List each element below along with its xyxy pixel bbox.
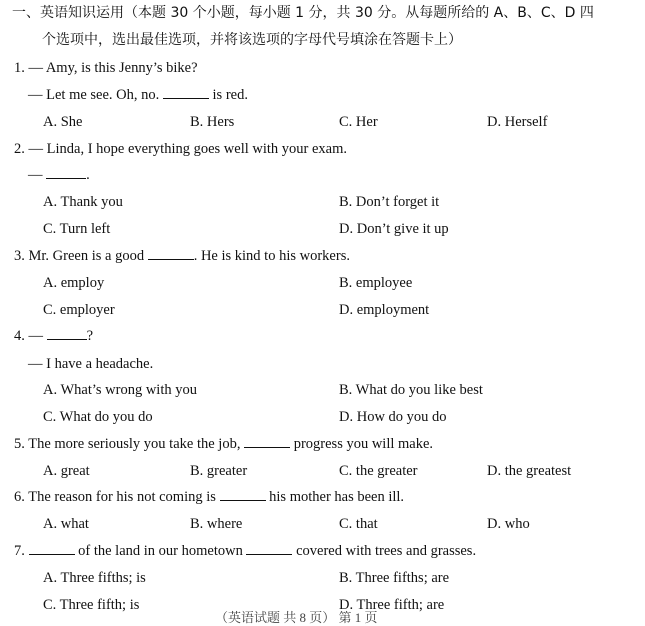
question-3-option-b: B. employee xyxy=(339,275,413,291)
question-5-stem-pre: 5. The more seriously you take the job, xyxy=(14,436,245,452)
question-7-stem-pre: 7. xyxy=(14,543,29,559)
question-7-option-a: A. Three fifths; is xyxy=(43,570,146,586)
question-7-option-b: B. Three fifths; are xyxy=(339,570,450,586)
question-3-stem xyxy=(14,247,350,265)
question-2-option-a: A. Thank you xyxy=(43,194,123,210)
question-7-option-c: C. Three fifth; is xyxy=(43,597,140,613)
question-4-option-d: D. How do you do xyxy=(339,409,447,425)
question-1-option-b: B. Hers xyxy=(190,114,235,130)
page-footer: （英语试题 共 8 页） 第 1 页 xyxy=(215,610,378,625)
question-1-reply xyxy=(28,86,248,104)
answer-blank xyxy=(29,542,75,555)
answer-blank xyxy=(148,247,194,260)
question-1-option-a: A. She xyxy=(43,114,83,130)
question-2-stem: 2. — Linda, I hope everything goes well with your exam. xyxy=(14,141,348,157)
question-5-option-c: C. the greater xyxy=(339,463,418,479)
question-3-option-c: C. employer xyxy=(43,302,115,318)
question-5-stem-post: progress you will make. xyxy=(290,436,434,452)
question-4-stem-pre: 4. — xyxy=(14,328,47,344)
question-6-option-c: C. that xyxy=(339,516,378,532)
question-6-option-a: A. what xyxy=(43,516,89,532)
question-3-option-a: A. employ xyxy=(43,275,105,291)
question-7-stem-mid: of the land in our hometown xyxy=(74,543,247,559)
question-6-option-d: D. who xyxy=(487,516,530,532)
question-7-stem xyxy=(14,542,476,560)
question-2-option-c: C. Turn left xyxy=(43,221,111,237)
question-5-option-d: D. the greatest xyxy=(487,463,572,479)
question-4-option-b: B. What do you like best xyxy=(339,382,483,398)
answer-blank xyxy=(163,86,209,99)
question-4-stem xyxy=(14,327,93,345)
question-3-stem-post: . He is kind to his workers. xyxy=(193,248,350,264)
question-2-option-b: B. Don’t forget it xyxy=(339,194,440,210)
question-4-option-c: C. What do you do xyxy=(43,409,153,425)
answer-blank xyxy=(220,488,266,501)
question-1-reply-post: is red. xyxy=(208,87,248,103)
question-2-option-d: D. Don’t give it up xyxy=(339,221,449,237)
question-5-option-b: B. greater xyxy=(190,463,248,479)
question-7-stem-post: covered with trees and grasses. xyxy=(292,543,477,559)
answer-blank xyxy=(246,542,292,555)
question-2-reply-post: . xyxy=(86,167,90,183)
question-6-option-b: B. where xyxy=(190,516,243,532)
question-4-reply: — I have a headache. xyxy=(28,356,154,372)
question-3-stem-pre: 3. Mr. Green is a good xyxy=(14,248,148,264)
question-1-option-c: C. Her xyxy=(339,114,378,130)
question-3-option-d: D. employment xyxy=(339,302,430,318)
answer-blank xyxy=(46,166,86,179)
question-1-stem: 1. — Amy, is this Jenny’s bike? xyxy=(14,60,198,76)
answer-blank xyxy=(244,435,290,448)
question-6-stem-post: his mother has been ill. xyxy=(265,489,405,505)
question-2-reply-pre: — xyxy=(28,167,47,183)
question-4-stem-post: ? xyxy=(86,328,94,344)
section-heading-line2: 个选项中，选出最佳选项，并将该选项的字母代号填涂在答题卡上） xyxy=(42,32,462,48)
section-heading-line1: 一、英语知识运用（本题 30 个小题，每小题 1 分，共 30 分。从每题所给的 A、B、C、D 四 xyxy=(12,5,594,21)
question-1-reply-pre: — Let me see. Oh, no. xyxy=(28,87,163,103)
answer-blank xyxy=(47,327,87,340)
question-4-option-a: A. What’s wrong with you xyxy=(43,382,197,398)
question-5-stem xyxy=(14,435,433,453)
question-1-option-d: D. Herself xyxy=(487,114,548,130)
question-6-stem-pre: 6. The reason for his not coming is xyxy=(14,489,220,505)
question-6-stem xyxy=(14,488,404,506)
question-2-reply xyxy=(28,166,90,184)
question-5-option-a: A. great xyxy=(43,463,90,479)
question-7-option-d: D. Three fifth; are xyxy=(339,597,445,613)
